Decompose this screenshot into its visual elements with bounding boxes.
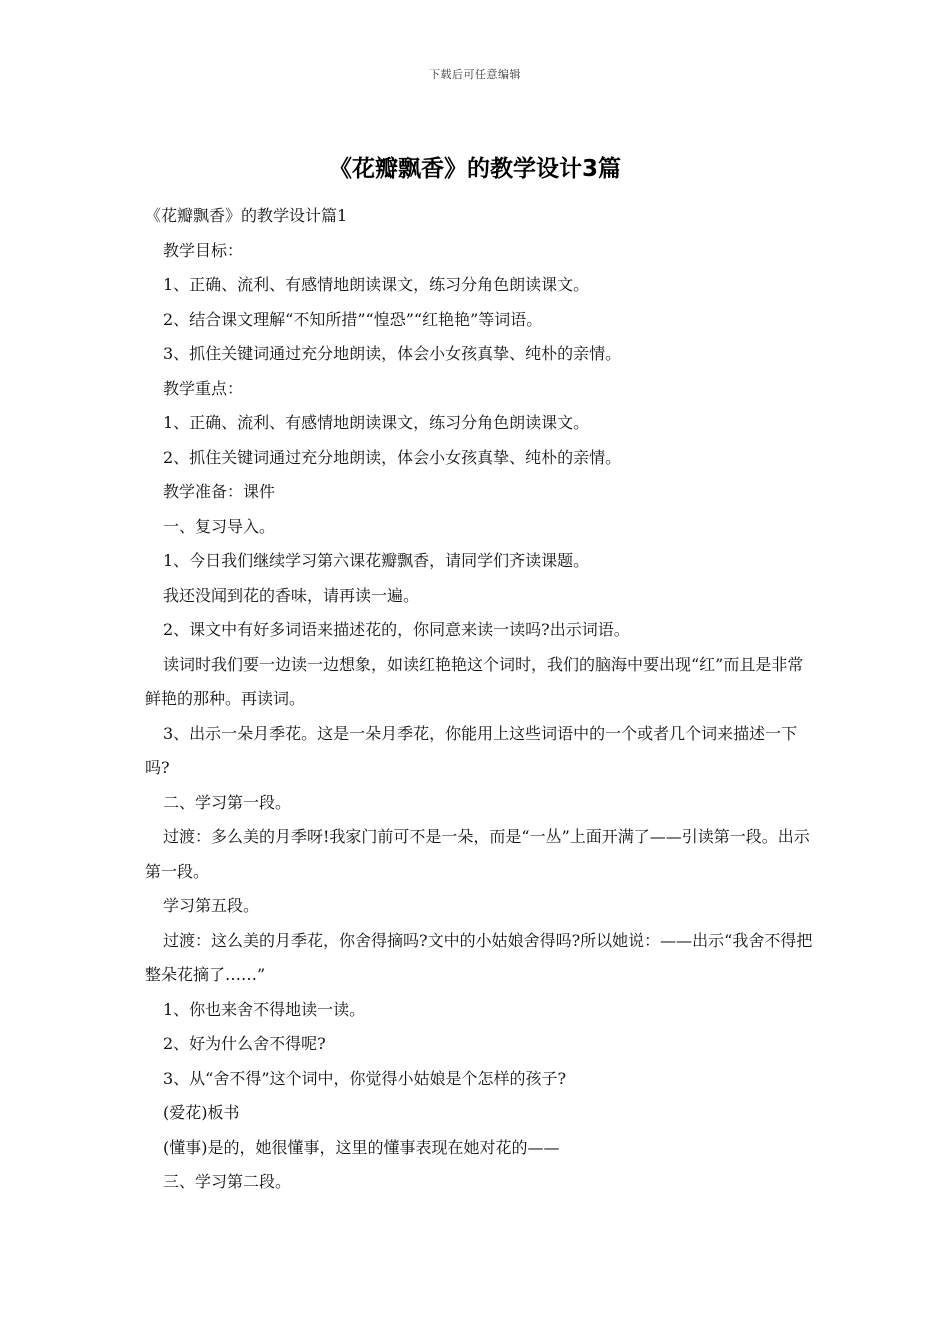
paragraph: 1、你也来舍不得地读一读。	[163, 999, 366, 1019]
paragraph: 3、抓住关键词通过充分地朗读，体会小女孩真挚、纯朴的亲情。	[163, 344, 622, 363]
page-header-note: 下载后可任意编辑	[429, 68, 521, 81]
paragraph: 学习第五段。	[163, 896, 260, 915]
paragraph: 1、今日我们继续学习第六课花瓣飘香，请同学们齐读课题。	[163, 551, 590, 570]
paragraph: 2、抓住关键词通过充分地朗读，体会小女孩真挚、纯朴的亲情。	[163, 447, 622, 467]
paragraph: 我还没闻到花的香味，请再读一遍。	[163, 585, 420, 605]
paragraph: 教学目标：	[163, 240, 244, 260]
paragraph: 1、正确、流利、有感情地朗读课文，练习分角色朗读课文。	[163, 275, 590, 294]
paragraph: 2、结合课文理解“不知所措”“惶恐”“红艳艳”等词语。	[163, 309, 543, 329]
paragraph: (爱花)板书	[163, 1103, 240, 1122]
paragraph: 一、复习导入。	[163, 516, 276, 536]
paragraph: 过渡：多么美的月季呀!我家门前可不是一朵，而是“一丛”上面开满了——引读第一段。出示第一段。	[145, 827, 810, 881]
paragraph: 过渡：这么美的月季花，你舍得摘吗?文中的小姑娘舍得吗?所以她说：——出示“我舍不得把整朵花摘了……”	[145, 930, 813, 984]
document-title: 《花瓣飘香》的教学设计3篇	[328, 156, 621, 182]
paragraph: 教学准备：课件	[163, 482, 276, 501]
paragraph: 2、好为什么舍不得呢?	[163, 1034, 326, 1053]
paragraph: 1、正确、流利、有感情地朗读课文，练习分角色朗读课文。	[163, 413, 590, 432]
paragraph: 二、学习第一段。	[163, 792, 292, 812]
paragraph: (懂事)是的，她很懂事，这里的懂事表现在她对花的——	[163, 1137, 560, 1157]
paragraph: 三、学习第二段。	[163, 1172, 292, 1191]
document-body	[145, 199, 815, 1200]
paragraph: 读词时我们要一边读一边想象，如读红艳艳这个词时，我们的脑海中要出现“红”而且是非常鲜艳的那种。再读词。	[145, 654, 804, 708]
paragraph: 2、课文中有好多词语来描述花的，你同意来读一读吗?出示词语。	[163, 620, 630, 639]
section-heading: 《花瓣飘香》的教学设计篇1	[145, 206, 348, 225]
paragraph: 3、出示一朵月季花。这是一朵月季花，你能用上这些词语中的一个或者几个词来描述一下吗?	[145, 723, 798, 777]
paragraph: 教学重点：	[163, 378, 244, 398]
paragraph: 3、从“舍不得”这个词中，你觉得小姑娘是个怎样的孩子?	[163, 1068, 567, 1088]
